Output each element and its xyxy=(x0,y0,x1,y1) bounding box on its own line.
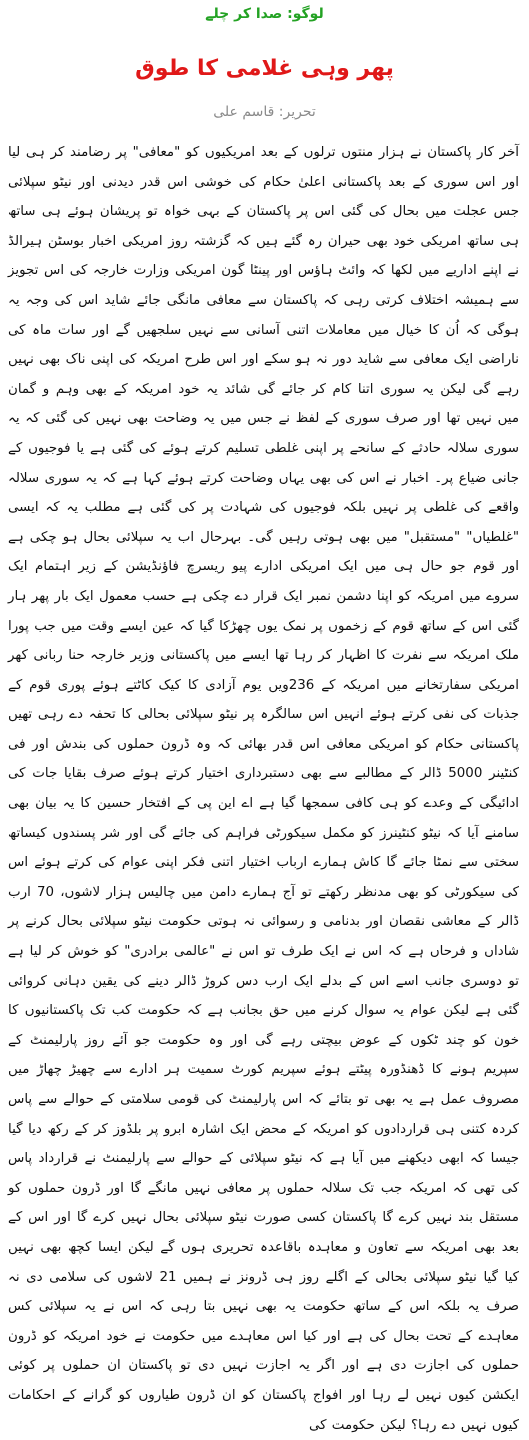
article-title: پھر وہی غلامی کا طوق xyxy=(135,56,394,81)
article-body: آخر کار پاکستان نے ہزار منتوں ترلوں کے بعد امریکیوں کو "معافی" پر رضامند کر ہی لیا اور اس سوری کے بعد پاکستانی اعلیٰ حکام کی خوشی اس قدر دیدنی اور نیٹو سپلائی جس عجلت میں بحال کی گئی اس پر پاکستان کے بہی خواہ تو پریشان ہوئے ہی ساتھ ہی ساتھ امریکی خود بھی حیران رہ گئے ہیں کہ گزشتہ روز امریکی اخبار بوسٹن ہیرالڈ نے اپنے اداریے میں لکھا کہ وائٹ ہاؤس اور پینٹا گون امریکی وزارت خارجہ کی اس تجویز سے ہمیشہ اختلاف کرتی رہی کہ پاکستان سے معافی مانگی جائے شاید اس کی وجہ یہ ہوگی کہ اُن کا خیال میں معاملات اتنی آسانی سے نہیں سلجھیں گے اور سات ماہ کی ناراضی ایک معافی سے شاید دور نہ ہو سکے اور اس طرح امریکہ کی اپنی ناک بھی نہیں رہے گی لیکن یہ سوری اتنا کام کر جائے گی شائد یہ خود امریکہ کے بھی وہم و گمان میں نہیں تھا اور صرف سوری کے لفظ نے جس میں یہ وضاحت بھی نہیں کی گئی کہ یہ سوری سلالہ حادثے کے سانحے پر اپنی غلطی تسلیم کرتے ہوئے کی گئی ہے یا فوجیوں کے جانی ضیاع پر۔ اخبار نے اس کی بھی یہاں وضاحت کرتے ہوئے کہا ہے کہ یہ سوری سلالہ واقعے کی غلطی پر نہیں بلکہ فوجیوں کی شہادت پر کی گئی ہے مطلب یہ کہ ایسی "غلطیاں" "مستقبل" میں بھی ہوتی رہیں گی۔ بہرحال اب یہ سپلائی بحال ہو چکی ہے اور قوم جو حال ہی میں ایک امریکی ادارے پیو ریسرچ فاؤنڈیشن کے زیر اہتمام ایک سروے میں امریکہ کو اپنا دشمن نمبر ایک قرار دے چکی ہے حسب معمول ایک بار پھر ہار گئی اس کے ساتھ قوم کے زخموں پر نمک یوں چھڑکا گیا کہ عین ایسے وقت میں جب پورا ملک امریکہ سے نفرت کا اظہار کر رہا تھا ایسے میں پاکستانی وزیر خارجہ حنا ربانی کھر امریکی سفارتخانے میں امریکہ کے 236ویں یوم آزادی کا کیک کاٹتے ہوئے پوری قوم کے جذبات کی نفی کرتے ہوئے انہیں اس سالگرہ پر نیٹو سپلائی بحالی کا تحفہ دے رہی تھیں پاکستانی حکام کو امریکی معافی اس قدر بھائی کہ وہ ڈرون حملوں کی بندش اور فی کنٹینر 5000 ڈالر کے مطالبے سے بھی دستبرداری اختیار کرتے ہوئے صرف بقایا جات کی ادائیگی کے وعدے کو ہی کافی سمجھا گیا ہے اے این پی کے افتخار حسین کا یہ بیان بھی سامنے آیا کہ نیٹو کنٹینرز کو مکمل سیکورٹی فراہم کی جائے گی اور شر پسندوں کیساتھ سختی سے نمٹا جائے گا کاش ہمارے ارباب اختیار اتنی فکر اپنی عوام کی کرتے ہوئے اس کی سیکورٹی کو بھی مدنظر رکھتے تو آج ہمارے دامن میں چالیس ہزار لاشوں، 70 ارب ڈالر کے معاشی نقصان اور بدنامی و رسوائی نہ ہوتی حکومت نیٹو سپلائی بحال کرنے پر شاداں و فرحاں ہے کہ اس نے ایک طرف تو اس نے "عالمی برادری" کو خوش کر لیا ہے تو دوسری جانب اسے اس کے بدلے ایک ارب دس کروڑ ڈالر دینے کی یقین دہانی کروائی گئی ہے لیکن عوام یہ سوال کرنے میں حق بجانب ہے کہ حکومت کب تک پاکستانیوں کا خون کو چند ٹکوں کے عوض بیچتی رہے گی اور وہ حکومت جو آئے روز پارلیمنٹ کے سپریم ہونے کا ڈھنڈورہ پیٹتے ہوئے سپریم کورٹ سمیت ہر ادارے سے چھیڑ چھاڑ میں مصروف عمل ہے یہ بھی تو بتائے کہ اس پارلیمنٹ کی قومی سلامتی کے حوالے سے پاس کردہ کتنی ہی قراردادوں کو امریکہ کے محض ایک اشارہ ابرو پر بلڈوز کر کے رکھ دیا گیا جیسا کہ ابھی دیکھنے میں آیا ہے کہ نیٹو سپلائی کے حوالے سے پارلیمنٹ نے قرارداد پاس کی تھی کہ امریکہ جب تک سلالہ حملوں پر معافی نہیں مانگے گا اور ڈرون حملوں کو مستقل بند نہیں کرے گا پاکستان کسی صورت نیٹو سپلائی بحال نہیں کرے گا اور اس کے بعد بھی امریکہ سے تعاون و معاہدہ باقاعدہ تحریری ہوں گے لیکن ایسا کچھ بھی نہیں کیا گیا نیٹو سپلائی بحالی کے اگلے روز ہی ڈرونز نے ہمیں 21 لاشوں کی سلامی دی نہ صرف یہ بلکہ اس کے ساتھ حکومت یہ بھی نہیں بتا رہی کہ اس نے یہ سپلائی کس معاہدے کے تحت بحال کی ہے اور کیا اس معاہدے میں حکومت نے خود امریکہ کو ڈرون حملوں کی اجازت دی ہے اور اگر یہ اجازت نہیں دی تو پاکستان ان حملوں پر کوئی ایکشن کیوں نہیں لے رہا اور افواج پاکستان کو ان ڈرون طیاروں کو گرانے کے احکامات کیوں نہیں دے رہا؟ لیکن حکومت کی xyxy=(8,145,519,1433)
author-byline: تحریر: قاسم علی xyxy=(213,104,316,120)
column-logo-caption: لوگو: صدا کر چلے xyxy=(205,6,324,22)
